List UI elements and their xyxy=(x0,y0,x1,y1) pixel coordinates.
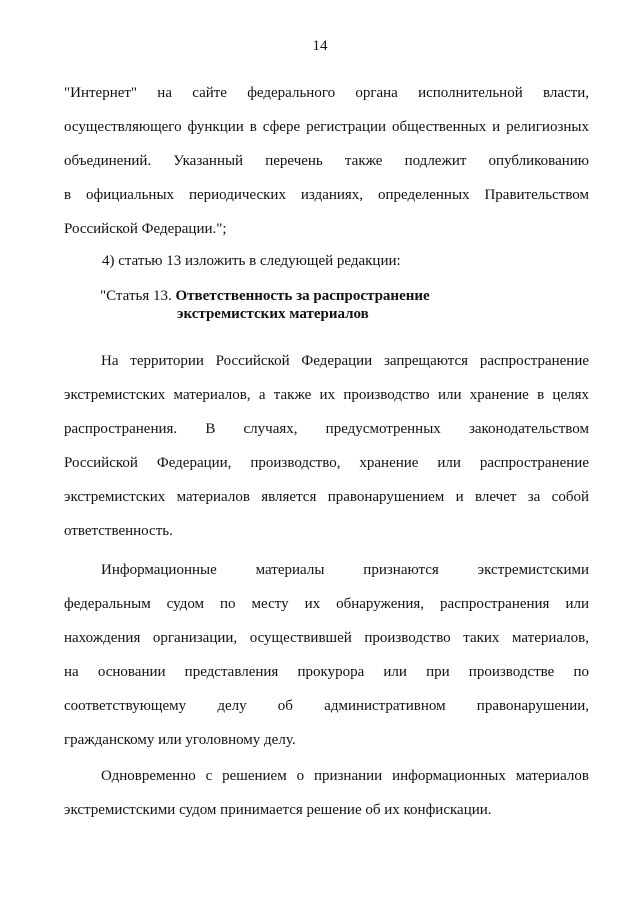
text-line: 4) статью 13 изложить в следующей редакции: xyxy=(102,253,401,269)
article-heading xyxy=(100,287,430,323)
continuation-paragraph xyxy=(64,76,589,246)
text-line: в официальных периодических изданиях, определенных Правительством xyxy=(64,187,589,203)
text-line: Российской Федерации."; xyxy=(64,221,227,237)
text-line: федеральным судом по месту их обнаружения, распространения или xyxy=(64,596,589,612)
text-line: гражданскому или уголовному делу. xyxy=(64,732,296,748)
paragraph-2 xyxy=(64,553,589,757)
text-line: ответственность. xyxy=(64,523,173,539)
text-line: осуществляющего функции в сфере регистрации общественных и религиозных xyxy=(64,119,589,135)
item-paragraph xyxy=(64,244,589,278)
page-number: 14 xyxy=(312,38,328,54)
text-line: распространения. В случаях, предусмотренных законодательством xyxy=(64,421,589,437)
text-line: объединений. Указанный перечень также подлежит опубликованию xyxy=(64,153,589,169)
paragraph-1 xyxy=(64,344,589,548)
article-number: "Статья 13. xyxy=(100,288,172,304)
text-line: экстремистскими судом принимается решение об их конфискации. xyxy=(64,802,492,818)
text-line: экстремистских материалов, а также их производство или хранение в целях xyxy=(64,387,589,403)
article-title-line2: экстремистских материалов xyxy=(177,306,369,322)
text-line: "Интернет" на сайте федерального органа исполнительной власти, xyxy=(64,85,589,101)
article-title-line1: Ответственность за распространение xyxy=(175,288,430,304)
text-line: Одновременно с решением о признании информационных материалов xyxy=(101,768,589,784)
text-line: соответствующему делу об административном правонарушении, xyxy=(64,698,589,714)
text-line: нахождения организации, осуществившей производство таких материалов, xyxy=(64,630,589,646)
text-line: Российской Федерации, производство, хранение или распространение xyxy=(64,455,589,471)
paragraph-3 xyxy=(64,759,589,827)
text-line: экстремистских материалов является правонарушением и влечет за собой xyxy=(64,489,589,505)
text-line: на основании представления прокурора или при производстве по xyxy=(64,664,589,680)
text-line: Информационные материалы признаются экстремистскими xyxy=(101,562,589,578)
text-line: На территории Российской Федерации запрещаются распространение xyxy=(101,353,589,369)
